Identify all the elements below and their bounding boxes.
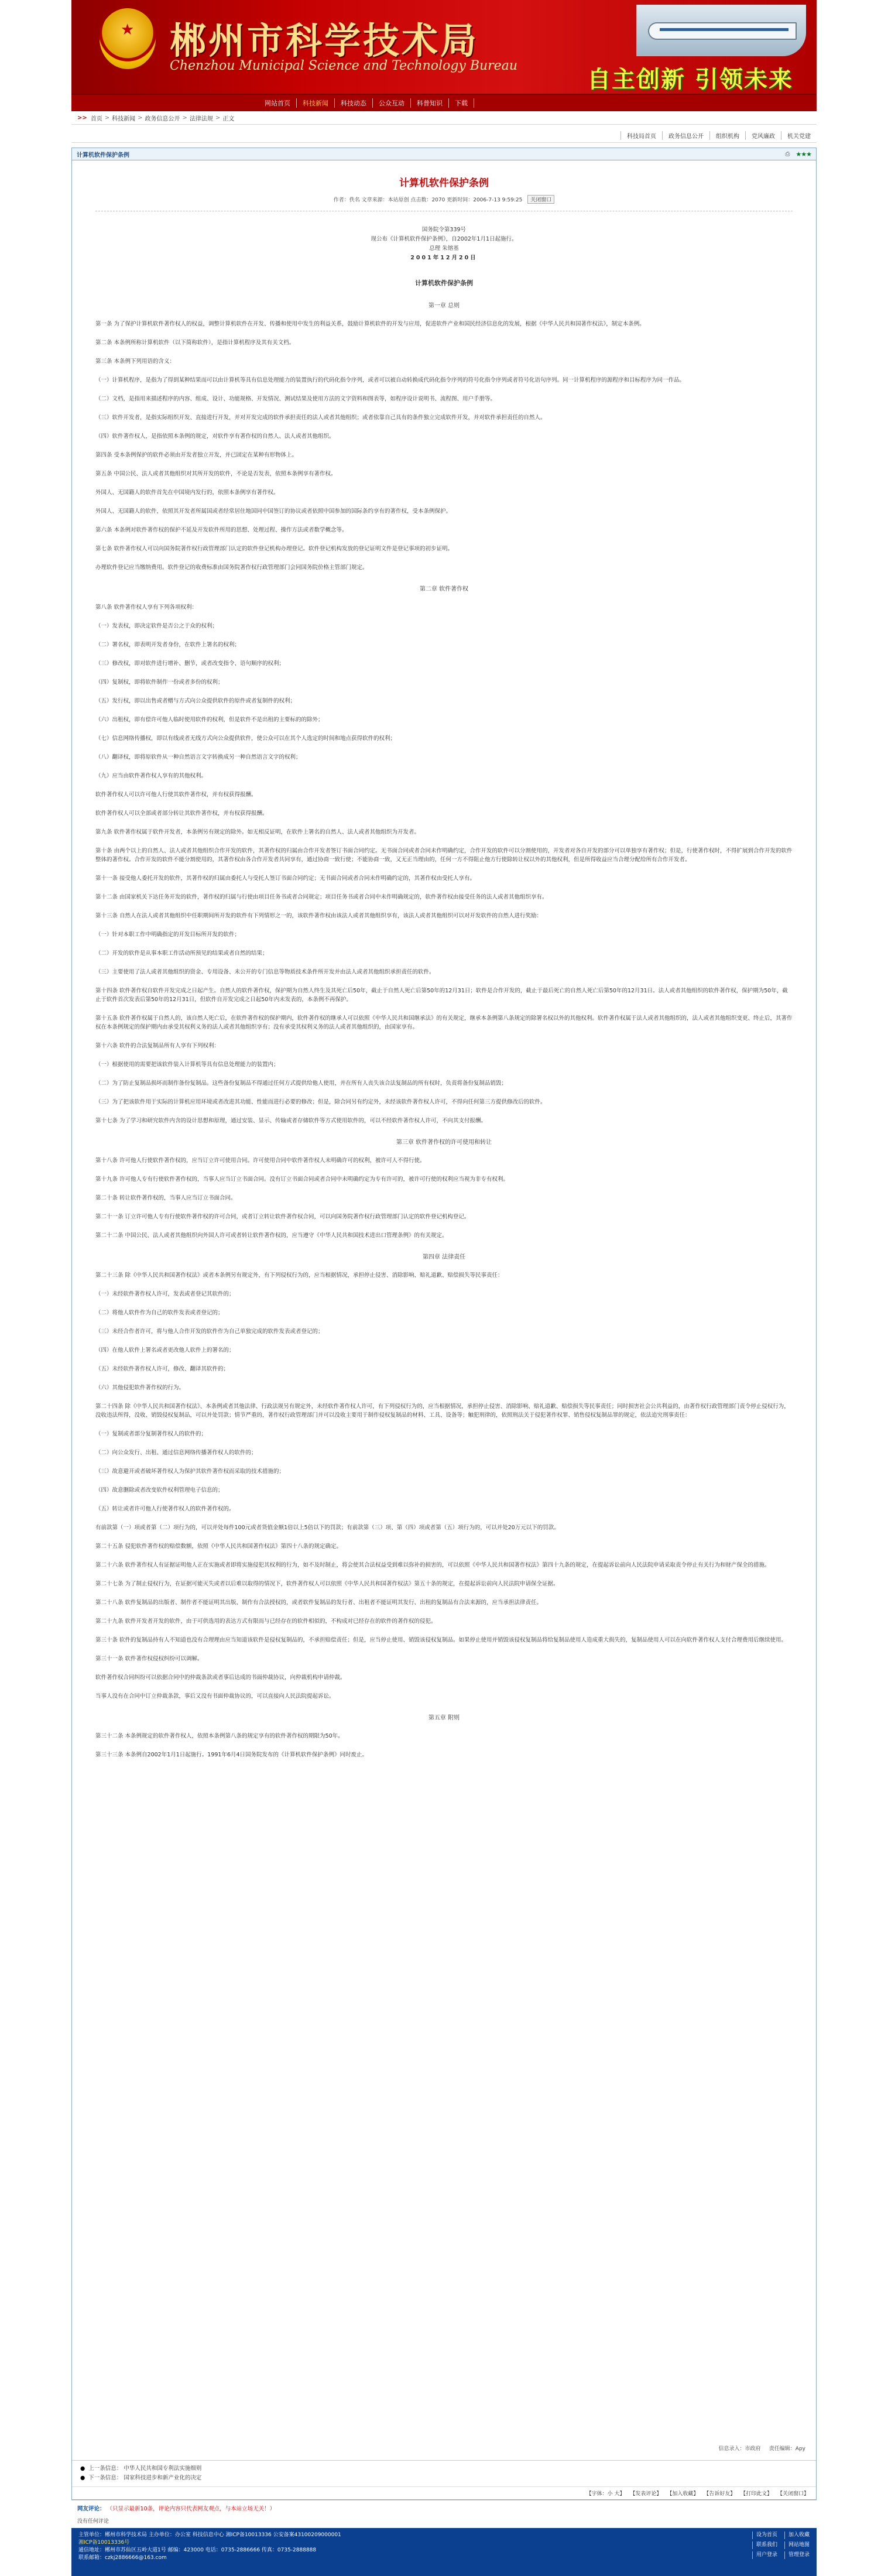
footer-line: 主管单位：郴州市科学技术局 主办单位：办公室 科技信息中心 湘ICP备10013336 公安备案43100209000001 [78,2532,341,2538]
article-paragraph: 第二十七条 为了制止侵权行为，在证据可能灭失或者以后难以取得的情况下，软件著作权人可以依照《中华人民共和国著作权法》第五十条的规定，在提起诉讼前向人民法院申请保全证据。 [95,1581,559,1587]
article-paragraph: 办理软件登记应当缴纳费用。软件登记的收费标准由国务院著作权行政管理部门会同国务院价格主管部门规定。 [95,564,368,571]
breadcrumb-current: 正文 [222,115,235,122]
article-paragraph: （三）软件开发者，是指实际组织开发、直接进行开发，并对开发完成的软件承担责任的法人或者其他组织；或者依靠自己具有的条件独立完成软件开发，并对软件承担责任的自然人。 [95,415,546,421]
article-paragraph: 第十八条 许可他人行使软件著作权的，应当订立许可使用合同。许可使用合同中软件著作权人未明确许可的权利，被许可人不得行使。 [95,1157,426,1164]
breadcrumb-item[interactable]: 首页 [90,115,102,122]
sub-links [71,128,817,143]
article-paragraph: （六）出租权，即有偿许可他人临时使用软件的权利，但是软件不是出租的主要标的的除外； [95,717,324,723]
chapter-5-body [95,1732,793,1759]
comments-disclaimer: （只显示最新10条，评论内容只代表网友观点，与本站立场无关！） [107,2506,276,2512]
footer-link-sitemap[interactable]: 网站地图 [784,2541,810,2549]
breadcrumb-item[interactable]: 法律法规 [189,115,213,122]
article-paragraph: 第十六条 软件的合法复制品所有人享有下列权利： [95,1043,220,1049]
article-paragraph: 第二十条 转让软件著作权的，当事人应当订立书面合同。 [95,1195,236,1201]
footer-link-login[interactable]: 用户登录 [752,2551,777,2559]
article-paragraph: （五）未经软件著作权人许可，修改、翻译其软件的； [95,1366,229,1372]
chapter-4-body [95,1271,793,1701]
article-paragraph: 第二十九条 软件开发者开发的软件，由于可供选用的表达方式有限而与已经存在的软件相似的，不构成对已经存在的软件的著作权的侵犯。 [95,1618,437,1625]
footer-line: 通信地址：郴州市苏仙区五岭大道1号 邮编：423000 电话：0735-2886666 传真：0735-2888888 [78,2547,317,2553]
article-paragraph: 外国人、无国籍人的软件，依照其开发者所属国或者经常居住地国同中国签订的协议或者依照中国参加的国际条约享有的著作权，受本条例保护。 [95,508,452,515]
article-paragraph: 第三十一条 软件著作权侵权纠纷可以调解。 [95,1656,203,1662]
nav-item-dynamics[interactable]: 科技动态 [335,98,373,108]
share-tool[interactable]: 【告诉好友】 [704,2491,736,2497]
footer-link-home[interactable]: 设为首页 [752,2532,777,2539]
favorite-tool[interactable]: 【加入收藏】 [667,2491,699,2497]
comments-label: 网友评论： [77,2506,105,2512]
article-paragraph: 当事人没有在合同中订立仲裁条款，事后又没有书面仲裁协议的，可以直接向人民法院提起诉讼。 [95,1693,335,1700]
banner-slogan: 自主创新 引领未来 [587,66,793,93]
site-title: 郴州市科学技术局 [170,19,479,62]
article-paragraph: （二）为了防止复制品损坏而制作备份复制品。这些备份复制品不得通过任何方式提供给他人使用，并在所有人丧失该合法复制品的所有权时，负责将备份复制品销毁； [95,1080,508,1087]
article-paragraph: （一）发表权，即决定软件是否公之于众的权利； [95,623,218,629]
breadcrumb: >> 首页 > 科技新闻 > 政务信息公开 > 法律法规 > 正文 [71,111,817,125]
article-paragraph: （七）信息网络传播权，即以有线或者无线方式向公众提供软件，使公众可以在其个人选定的时间和地点获得软件的权利； [95,735,396,742]
law-title: 计算机软件保护条例 [415,279,473,287]
close-tool[interactable]: 【关闭窗口】 [777,2491,809,2497]
article-paragraph: （三）未经合作者许可，将与他人合作开发的软件作为自己单独完成的软件发表或者登记的； [95,1328,324,1335]
article-paragraph: （五）发行权，即以出售或者赠与方式向公众提供软件的原件或者复制件的权利； [95,698,296,704]
sublink-integrity[interactable]: 党风廉政 [745,131,781,140]
article-paragraph: 第三十二条 本条例规定的软件著作权人，依照本条例第八条的规定享有的软件著作权的期限为50年。 [95,1733,344,1739]
article-paragraph: （四）在他人软件上署名或者更改他人软件上的署名的； [95,1347,235,1354]
decree-line: 现公布《计算机软件保护条例》，自2002年1月1日起施行。 [371,236,517,242]
nav-item-news[interactable]: 科技新闻 [297,98,335,108]
comments-header [71,2500,817,2516]
site-footer [71,2528,817,2576]
article-paragraph: 第十一条 接受他人委托开发的软件，其著作权的归属由委托人与受托人签订书面合同约定；无书面合同或者合同未作明确约定的，其著作权由受托人享有。 [95,875,476,882]
chapter-3-body [95,1156,793,1240]
chapter-heading: 第二章 软件著作权 [419,586,469,592]
sublink-org[interactable]: 组织机构 [709,131,745,140]
nav-item-download[interactable]: 下载 [449,98,474,108]
article-paragraph: （二）署名权，即表明开发者身份，在软件上署名的权利； [95,642,241,648]
article-paragraph: 第一条 为了保护计算机软件著作权人的权益，调整计算机软件在开发、传播和使用中发生的利益关系，鼓励计算机软件的开发与应用，促进软件产业和国民经济信息化的发展，根据《中华人民共和国著作权法》，制定本条例。 [95,321,645,327]
article-tools [72,2486,816,2499]
panel-header [72,148,816,160]
site-banner [71,0,817,94]
decree-line: 国务院令第339号 [421,227,467,233]
article-paragraph: 第三十三条 本条例自2002年1月1日起施行。1991年6月4日国务院发布的《计算机软件保护条例》同时废止。 [95,1752,368,1758]
breadcrumb-arrow-icon: >> [77,114,87,121]
article-paragraph: 第十五条 软件著作权属于自然人的，该自然人死亡后，在软件著作权的保护期内，软件著作权的继承人可以依照《中华人民共和国继承法》的有关规定，继承本条例第八条规定的除署名权以外的其他权利。软件著作权属于法人或者其他组织的，法人或者其他组织变更、终止后，其著作权在本条例规定的保护期内由承受其权利义务的法人或者其他组织享有；没有承受其权利义务的法人或者其他组织的，由国家享有。 [95,1015,793,1030]
article-footer-meta [718,2444,805,2452]
article-paragraph: （二）向公众发行、出租、通过信息网络传播著作权人的软件的； [95,1450,257,1456]
article-paragraph: 第二十八条 软件复制品的出版者、制作者不能证明其出版、制作有合法授权的，或者软件复制品的发行者、出租者不能证明其发行、出租的复制品有合法来源的，应当承担法律责任。 [95,1599,543,1606]
close-window-button[interactable]: 关闭窗口 [527,195,554,204]
footer-link-favorite[interactable]: 加入收藏 [784,2532,810,2539]
article-paragraph: （一）复制或者部分复制著作权人的软件的； [95,1431,207,1437]
footer-link-admin[interactable]: 管理登录 [784,2551,810,2559]
article-paragraph: 第三条 本条例下列用语的含义： [95,358,176,365]
footer-icp[interactable]: 湘ICP备10013336号 [78,2540,130,2546]
next-article-link[interactable]: ● 下一条信息： 国家科技进步和新产业化的决定 [80,2475,202,2481]
article-paragraph: （二）文档，是指用来描述程序的内容、组成、设计、功能规格、开发情况、测试结果及使用方法的文字资料和图表等，如程序设计说明书、流程图、用户手册等。 [95,396,496,402]
article-paragraph: 第二十四条 除《中华人民共和国著作权法》、本条例或者其他法律、行政法规另有规定外，未经软件著作权人许可，有下列侵权行为的，应当根据情况，承担停止侵害、消除影响、赔礼道歉、赔偿损失等民事责任；同时损害社会公共利益的，由著作权行政管理部门责令停止侵权行为，没收违法所得，没收、销毁侵权复制品，可以并处罚款；情节严重的，著作权行政管理部门并可以没收主要用于制作侵权复制品的材料、工具、设备等；触犯刑律的，依照刑法关于侵犯著作权罪、销售侵权复制品罪的规定，依法追究刑事责任： [95,1403,790,1419]
nav-item-science[interactable]: 科普知识 [411,98,449,108]
page [71,0,817,2576]
article-paragraph: 第二十一条 订立许可他人专有行使软件著作权的许可合同，或者订立转让软件著作权合同，可以向国务院著作权行政管理部门认定的软件登记机构登记。 [95,1214,470,1220]
article-paragraph: 第十三条 自然人在法人或者其他组织中任职期间所开发的软件有下列情形之一的，该软件著作权由该法人或者其他组织享有，该法人或者其他组织可以对开发软件的自然人进行奖励： [95,913,543,919]
article-paragraph: 第二十三条 除《中华人民共和国著作权法》或者本条例另有规定外，有下列侵权行为的，应当根据情况，承担停止侵害、消除影响、赔礼道歉、赔偿损失等民事责任： [95,1272,503,1279]
article-paragraph: 第十七条 为了学习和研究软件内含的设计思想和原理，通过安装、显示、传输或者存储软件等方式使用软件的，可以不经软件著作权人许可，不向其支付报酬。 [95,1118,487,1124]
article-paragraph: 第二十二条 中国公民、法人或者其他组织向外国人许可或者转让软件著作权的，应当遵守《中华人民共和国技术进出口管理条例》的有关规定。 [95,1232,448,1239]
decree-line: 总理 朱镕基 [429,245,459,252]
article-paragraph: 第七条 软件著作权人可以向国务院著作权行政管理部门认定的软件登记机构办理登记。软件登记机构发放的登记证明文件是登记事项的初步证明。 [95,546,454,552]
article-panel [71,148,817,2500]
decoration-stars-icon: ★★★ [796,150,811,158]
article-paragraph: 第二条 本条例所称计算机软件（以下简称软件），是指计算机程序及其有关文档。 [95,340,295,346]
chapter-heading: 第一章 总则 [428,303,460,309]
article-paragraph: （四）故意删除或者改变软件权利管理电子信息的； [95,1487,224,1493]
sublink-party[interactable]: 机关党建 [781,131,817,140]
article-paragraph: 第六条 本条例对软件著作权的保护不延及开发软件所用的思想、处理过程、操作方法或者数学概念等。 [95,527,348,533]
footer-info [78,2532,341,2572]
article-meta-text: 作者：佚名 文章来源：本站原创 点击数：2070 更新时间：2006-7-13 9:59:25 [333,197,523,203]
article-paragraph: 软件著作权人可以全部或者部分转让其软件著作权，并有权获得报酬。 [95,810,268,817]
article-paragraph: 第五条 中国公民、法人或者其他组织对其所开发的软件，不论是否发表，依照本条例享有著作权。 [95,471,337,477]
article-paragraph: （一）计算机程序，是指为了得到某种结果而可以由计算机等具有信息处理能力的装置执行的代码化指令序列，或者可以被自动转换成代码化指令序列的符号化指令序列或者符号化语句序列。同一计算机程序的源程序和目标程序为同一作品。 [95,377,685,383]
reviewer-text: 责任编辑：Apy [769,2446,805,2452]
chapter-heading: 第三章 软件著作权的许可使用和转让 [396,1139,492,1146]
article-paragraph: 外国人、无国籍人的软件首先在中国境内发行的，依照本条例享有著作权。 [95,489,279,496]
breadcrumb-item[interactable]: 政务信息公开 [145,115,180,122]
comment-tool[interactable]: 【发表评论】 [630,2491,662,2497]
chapter-heading: 第四章 法律责任 [422,1254,466,1260]
chapter-1-body [95,320,793,572]
chapter-2-body [95,603,793,1125]
breadcrumb-item[interactable]: 科技新闻 [112,115,136,122]
sublink-home[interactable]: 科技局首页 [620,131,662,140]
article-paragraph: 第八条 软件著作权人享有下列各项权利： [95,604,198,611]
panel-title: 计算机软件保护条例 [77,152,129,159]
article-title: 计算机软件保护条例 [399,177,489,189]
print-tool[interactable]: 【打印此文】 [740,2491,773,2497]
decree-date: 2001年12月20日 [410,255,478,261]
comments-empty: 没有任何评论 [77,2519,109,2524]
article-paragraph: 第九条 软件著作权属于软件开发者，本条例另有规定的除外。如无相反证明，在软件上署名的自然人、法人或者其他组织为开发者。 [95,829,420,835]
article-paragraph: 第十九条 许可他人专有行使软件著作权的，当事人应当订立书面合同。没有订立书面合同或者合同中未明确约定为专有许可的，被许可行使的权利应当视为非专有权利。 [95,1176,509,1183]
related-articles [72,2460,816,2486]
article-paragraph: 第十二条 由国家机关下达任务开发的软件，著作权的归属与行使由项目任务书或者合同规定；项目任务书或者合同中未作明确规定的，软件著作权由接受任务的法人或者其他组织享有。 [95,894,548,900]
article-paragraph: 第十四条 软件著作权自软件开发完成之日起产生。自然人的软件著作权，保护期为自然人终生及其死亡后50年，截止于自然人死亡后第50年的12月31日；软件是合作开发的，截止于最后死亡的自然人死亡后第50年的12月31日。法人或者其他组织的软件著作权，保护期为50年，截止于软件首次发表后第50年的12月31日，但软件自开发完成之日起50年内未发表的，本条例不再保护。 [95,988,788,1003]
article-paragraph: 有前款第（一）项或者第（二）项行为的，可以并处每件100元或者货值金额1倍以上5倍以下的罚款；有前款第（三）项、第（四）项或者第（五）项行为的，可以并处20万元以下的罚款。 [95,1525,560,1531]
print-icon[interactable]: ⎙ [785,150,790,157]
chapter-heading: 第五章 附则 [428,1715,460,1721]
prev-article-link[interactable]: ● 上一条信息： 中华人民共和国专利法实施细则 [80,2465,202,2472]
article-paragraph: （九）应当由软件著作权人享有的其他权利。 [95,773,207,779]
footer-links [752,2532,810,2572]
article-meta [95,195,793,204]
article-paragraph: （三）修改权，即对软件进行增补、删节，或者改变指令、语句顺序的权利； [95,660,285,667]
nav-item-home[interactable]: 网站首页 [259,98,297,108]
article-paragraph: （八）翻译权，即将原软件从一种自然语言文字转换成另一种自然语言文字的权利； [95,754,301,761]
article-paragraph: （三）主要使用了法人或者其他组织的资金、专用设备、未公开的专门信息等物质技术条件所开发并由法人或者其他组织承担责任的软件。 [95,969,435,975]
article-paragraph: 软件著作权合同纠纷可以依据合同中的仲裁条款或者事后达成的书面仲裁协议，向仲裁机构申请仲裁。 [95,1674,346,1681]
footer-link-contact[interactable]: 联系我们 [752,2541,777,2549]
site-subtitle: Chenzhou Municipal Science and Technology Bureau [170,59,517,73]
editor-text: 信息录入：市政府 [718,2446,761,2452]
article-paragraph: 第四条 受本条例保护的软件必须由开发者独立开发，并已固定在某种有形物体上。 [95,452,298,458]
article-paragraph: 软件著作权人可以许可他人行使其软件著作权，并有权获得报酬。 [95,792,257,798]
article-paragraph: （二）开发的软件是从事本职工作活动所预见的结果或者自然的结果； [95,950,268,957]
article-paragraph: 第三十条 软件的复制品持有人不知道也没有合理理由应当知道该软件是侵权复制品的，不承担赔偿责任；但是，应当停止使用、销毁该侵权复制品。如果停止使用并销毁该侵权复制品将给复制品使用人造成重大损失的，复制品使用人可以在向软件著作权人支付合理费用后继续使用。 [95,1637,787,1643]
article-paragraph: （一）根据使用的需要把该软件装入计算机等具有信息处理能力的装置内； [95,1061,279,1068]
main-nav [71,94,817,111]
article-paragraph: （三）为了把该软件用于实际的计算机应用环境或者改进其功能、性能而进行必要的修改；但是，除合同另有约定外，未经该软件著作权人许可，不得向任何第三方提供修改后的软件。 [95,1099,546,1105]
font-size-tool[interactable]: 【字体：小 大】 [586,2491,625,2497]
article-paragraph: （三）故意避开或者破坏著作权人为保护其软件著作权而采取的技术措施的； [95,1468,285,1475]
train-icon [636,5,806,56]
sublink-info[interactable]: 政务信息公开 [662,131,709,140]
decree-block [95,225,793,263]
article-paragraph: （一）针对本职工作中明确指定的开发目标所开发的软件； [95,931,241,938]
article-paragraph: （四）复制权，即将软件制作一份或者多份的权利； [95,679,224,686]
article-paragraph: （六）其他侵犯软件著作权的行为。 [95,1385,185,1391]
article-paragraph: （四）软件著作权人，是指依照本条例的规定，对软件享有著作权的自然人、法人或者其他组织。 [95,433,335,440]
article-paragraph: 第二十六条 软件著作权人有证据证明他人正在实施或者即将实施侵犯其权利的行为，如不及时制止，将会使其合法权益受到难以弥补的损害的，可以依照《中华人民共和国著作权法》第四十九条的规定，在提起诉讼前向人民法院申请采取责令停止有关行为和财产保全的措施。 [95,1562,770,1568]
article-paragraph: 第二十五条 侵犯软件著作权的赔偿数额，依照《中华人民共和国著作权法》第四十八条的规定确定。 [95,1543,342,1550]
article-paragraph: （五）转让或者许可他人行使著作权人的软件著作权的。 [95,1506,235,1512]
article-paragraph: （一）未经软件著作权人许可，发表或者登记其软件的； [95,1291,235,1297]
footer-line: 联系邮箱：czkj2886666@163.com [78,2555,167,2561]
national-emblem-icon: ★ [100,8,156,69]
nav-item-interaction[interactable]: 公众互动 [373,98,411,108]
article-body [72,160,816,2460]
article-paragraph: （二）将他人软件作为自己的软件发表或者登记的； [95,1310,224,1316]
article-paragraph: 第十条 由两个以上的自然人、法人或者其他组织合作开发的软件，其著作权的归属由合作开发者签订书面合同约定。无书面合同或者合同未作明确约定，合作开发的软件可以分割使用的，开发者对各自开发的部分可以单独享有著作权；但是，行使著作权时，不得扩展到合作开发的软件整体的著作权。合作开发的软件不能分割使用的，其著作权由各合作开发者共同享有，通过协商一致行使；不能协商一致，又无正当理由的，任何一方不得阻止他方行使除转让权以外的其他权利，但是所得收益应当合理分配给所有合作开发者。 [95,848,793,863]
